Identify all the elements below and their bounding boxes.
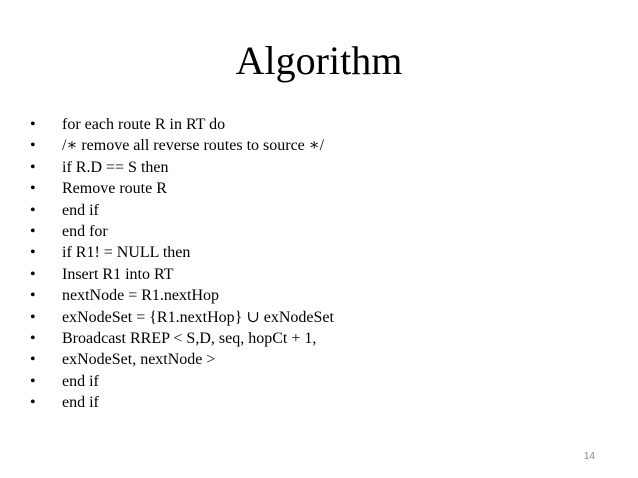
bullet-icon: • [30, 351, 36, 369]
list-item [30, 307, 334, 328]
bullet-icon: • [30, 116, 36, 133]
list-item [30, 114, 334, 135]
bullet-text: for each route R in RT do [62, 116, 226, 133]
bullet-text: /∗ remove all reverse routes to source ∗/ [62, 137, 325, 155]
bullet-text: if R1! = NULL then [62, 244, 191, 262]
list-item [30, 328, 334, 349]
bullet-text: if R.D == S then [62, 158, 169, 176]
bullet-icon: • [30, 222, 36, 240]
bullet-list [30, 114, 334, 413]
list-item [30, 264, 334, 285]
bullet-icon: • [30, 244, 36, 262]
list-item [30, 371, 334, 392]
list-item [30, 135, 334, 156]
bullet-text: Insert R1 into RT [62, 265, 174, 283]
bullet-text: nextNode = R1.nextHop [62, 287, 219, 305]
bullet-icon: • [30, 201, 36, 219]
bullet-text: Broadcast RREP < S,D, seq, hopCt + 1, [62, 329, 317, 347]
bullet-text: end for [62, 222, 108, 240]
list-item [30, 157, 334, 178]
bullet-icon: • [30, 158, 36, 176]
list-item [30, 221, 334, 242]
list-item [30, 392, 334, 413]
bullet-text: end if [62, 394, 99, 412]
bullet-icon: • [30, 180, 36, 198]
bullet-text: end if [62, 372, 99, 390]
list-item [30, 242, 334, 263]
page-number: 14 [583, 451, 595, 462]
list-item [30, 285, 334, 306]
bullet-icon: • [30, 287, 36, 305]
slide-title: Algorithm [235, 38, 403, 83]
list-item [30, 178, 334, 199]
bullet-icon: • [30, 265, 36, 283]
bullet-icon: • [30, 329, 36, 347]
bullet-text: exNodeSet, nextNode > [62, 351, 216, 369]
bullet-text: exNodeSet = {R1.nextHop} ∪ exNodeSet [62, 308, 334, 326]
bullet-icon: • [30, 372, 36, 390]
bullet-text: Remove route R [62, 180, 167, 198]
bullet-icon: • [30, 137, 36, 155]
bullet-icon: • [30, 308, 36, 326]
list-item [30, 349, 334, 370]
bullet-text: end if [62, 201, 99, 219]
bullet-icon: • [30, 394, 36, 412]
list-item [30, 200, 334, 221]
